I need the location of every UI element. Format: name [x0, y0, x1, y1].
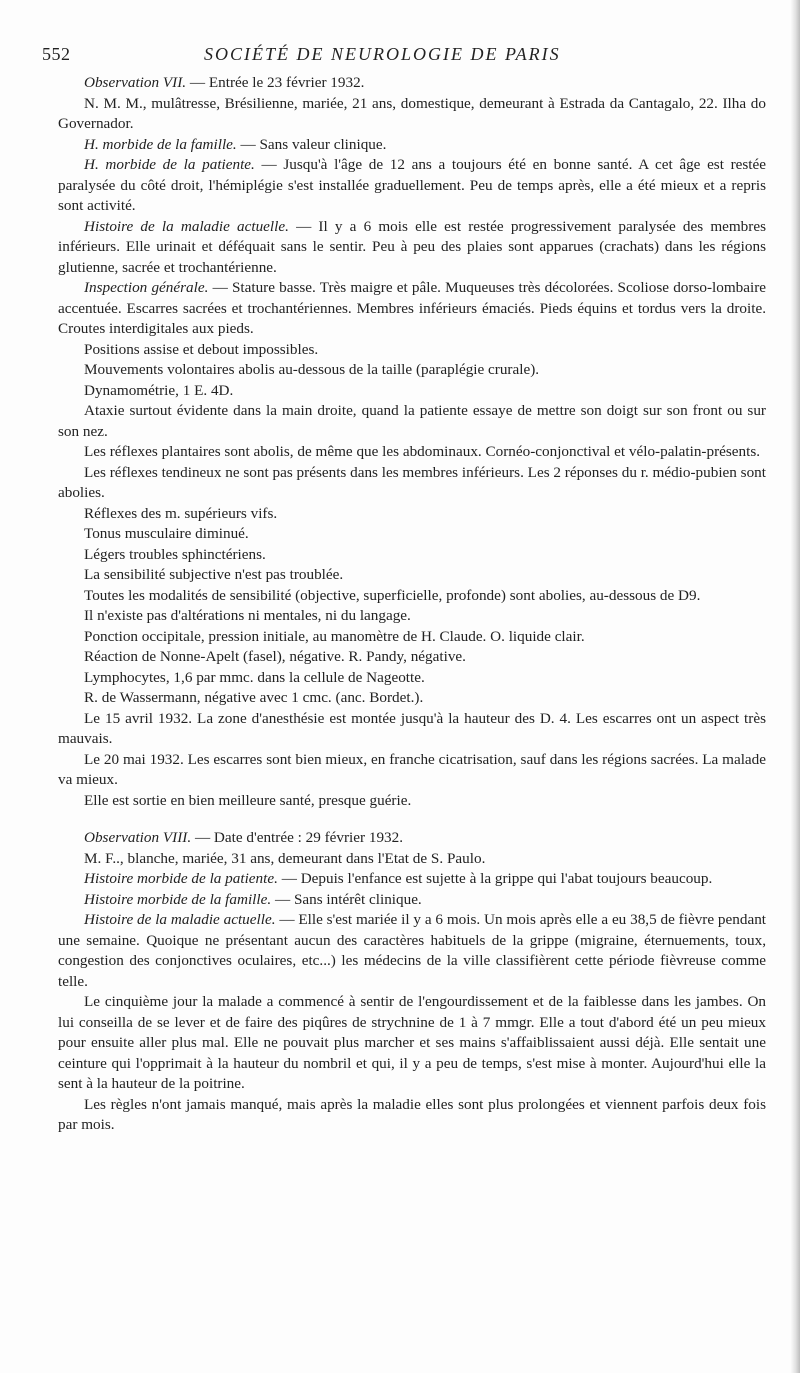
- obs7-current-text: — Il y a 6 mois elle est restée progressivement paralysée des membres inférieurs. Elle urinait et déféquait sans le sentir. Peu à peu des plaies sont apparues (crachats) dans les régions glutienne, sacrée et trochantérienne.: [58, 217, 766, 276]
- obs7-line: Réflexes des m. supérieurs vifs.: [84, 504, 278, 522]
- obs7-line: Dynamométrie, 1 E. 4D.: [84, 381, 234, 399]
- obs7-current-illness: [58, 217, 766, 279]
- page-number: 552: [42, 44, 71, 64]
- obs8-heading: Observation VIII.: [84, 829, 192, 846]
- obs7-line: Il n'existe pas d'altérations ni mentales, ni du langage.: [84, 607, 411, 624]
- obs8-family-history: [58, 890, 766, 911]
- obs7-line: Les réflexes tendineux ne sont pas présents dans les membres inférieurs. Les 2 réponses du r. médio-pubien sont abolies.: [58, 463, 766, 501]
- obs7-line: Le 20 mai 1932. Les escarres sont bien mieux, en franche cicatrisation, sauf dans les régions sacrées. La malade va mieux.: [58, 750, 766, 788]
- obs7-line: Ataxie surtout évidente dans la main droite, quand la patiente essaye de mettre son doigt sur son front ou sur son nez.: [58, 402, 766, 440]
- obs7-heading: Observation VII.: [84, 74, 187, 91]
- obs7-inspection: [58, 278, 766, 340]
- obs8-line: Le cinquième jour la malade a commencé à sentir de l'engourdissement et de la faiblesse dans les jambes. On lui conseilla de se lever et de faire des piqûres de strychnine de 1 à 7 mmgr. Elle a tout d'abord été un peu mieux pour ensuite aller plus mal. Elle ne pouvait plus marcher et ses mains s'affaiblissaient aussi déjà. Elle sentait une ceinture qui l'opprimait à la hauteur du nombril et qui, il y a peu de temps, s'est mise à monter. Aujourd'hui elle la sent à la hauteur de la poitrine.: [58, 993, 766, 1092]
- obs7-line: Légers troubles sphinctériens.: [84, 545, 266, 563]
- obs8-entry-date: — Date d'entrée : 29 février 1932.: [191, 829, 404, 846]
- page-edge-shadow: [790, 0, 800, 1373]
- obs8-patient-hist-label: Histoire morbide de la patiente.: [84, 870, 278, 887]
- obs8-current-illness: [58, 910, 766, 992]
- obs7-line: Ponction occipitale, pression initiale, au manomètre de H. Claude. O. liquide clair.: [84, 627, 585, 645]
- obs8-patient: M. F.., blanche, mariée, 31 ans, demeurant dans l'Etat de S. Paulo.: [84, 849, 486, 867]
- obs7-line: La sensibilité subjective n'est pas troublée.: [84, 566, 344, 583]
- obs8-family-label: Histoire morbide de la famille.: [84, 890, 272, 908]
- page-header: [42, 44, 762, 66]
- obs7-family-history: [58, 135, 766, 156]
- obs8-patient-hist-text: — Depuis l'enfance est sujette à la grippe qui l'abat toujours beaucoup.: [277, 870, 713, 887]
- obs7-family-text: — Sans valeur clinique.: [236, 135, 387, 153]
- obs7-line: Tonus musculaire diminué.: [84, 525, 249, 542]
- obs7-line: Lymphocytes, 1,6 par mmc. dans la cellule de Nageotte.: [84, 668, 425, 686]
- obs8-current-label: Histoire de la maladie actuelle.: [84, 911, 276, 928]
- obs7-entry-date: — Entrée le 23 février 1932.: [186, 74, 365, 91]
- obs7-line: Positions assise et debout impossibles.: [84, 340, 319, 358]
- obs7-heading-paragraph: [58, 73, 766, 94]
- obs7-patient-hist-label: H. morbide de la patiente.: [84, 156, 255, 173]
- obs7-patient: N. M. M., mulâtresse, Brésilienne, mariée, 21 ans, domestique, demeurant à Estrada da Cantagalo, 22. Ilha do Governador.: [58, 94, 766, 132]
- obs7-current-label: Histoire de la maladie actuelle.: [84, 217, 289, 235]
- running-title: SOCIÉTÉ DE NEUROLOGIE DE PARIS: [204, 44, 561, 64]
- obs8-patient-history: [58, 869, 766, 890]
- obs8-heading-paragraph: [58, 828, 766, 849]
- article-body: [58, 73, 766, 1136]
- obs7-patient-hist-text: — Jusqu'à l'âge de 12 ans a toujours été en bonne santé. A cet âge est restée paralysée du côté droit, l'hémiplégie s'est installée graduellement. Peu de temps après, elle a été mieux et a repris sont activité.: [58, 156, 766, 214]
- obs7-line: Le 15 avril 1932. La zone d'anesthésie est montée jusqu'à la hauteur des D. 4. Les escarres ont un aspect très mauvais.: [58, 709, 766, 747]
- obs7-line: R. de Wassermann, négative avec 1 cmc. (anc. Bordet.).: [84, 689, 424, 706]
- obs7-line: Mouvements volontaires abolis au-dessous de la taille (paraplégie crurale).: [84, 361, 540, 378]
- obs7-inspection-text: — Stature basse. Très maigre et pâle. Muqueuses très décolorées. Scoliose dorso-lombaire accentuée. Escarres sacrées et trochantériennes. Membres inférieurs émaciés. Pieds équins et tordus vers la droite. Croutes interdigitales aux pieds.: [58, 279, 766, 337]
- obs7-inspection-label: Inspection générale.: [84, 279, 209, 296]
- obs8-current-text: — Elle s'est mariée il y a 6 mois. Un mois après elle a eu 38,5 de fièvre pendant une semaine. Quoique ne présentant aucun des caractères habituels de la grippe (migraine, éternuements, toux, congestion des conjonctives oculaires, etc...) les médecins de la ville classifièrent cette période fièvreuse comme telle.: [58, 911, 767, 990]
- obs7-family-label: H. morbide de la famille.: [84, 135, 237, 153]
- obs7-line: Toutes les modalités de sensibilité (objective, superficielle, profonde) sont abolies, au-dessous de D9.: [84, 586, 701, 604]
- obs8-line: Les règles n'ont jamais manqué, mais après la maladie elles sont plus prolongées et viennent parfois deux fois par mois.: [58, 1095, 766, 1133]
- obs8-family-text: — Sans intérêt clinique.: [271, 890, 422, 908]
- section-gap: [58, 811, 766, 828]
- obs7-line: Réaction de Nonne-Apelt (fasel), négative. R. Pandy, négative.: [84, 648, 466, 665]
- obs7-line: Elle est sortie en bien meilleure santé, presque guérie.: [84, 791, 412, 809]
- obs7-patient-history: [58, 155, 766, 217]
- obs7-line: Les réflexes plantaires sont abolis, de même que les abdominaux. Cornéo-conjonctival et vélo-palatin-présents.: [84, 443, 761, 460]
